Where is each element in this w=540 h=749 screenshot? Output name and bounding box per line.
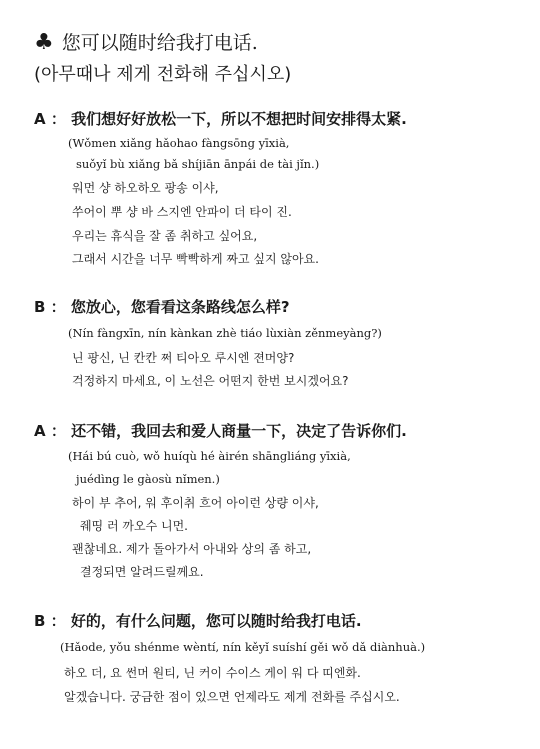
- pronunciation-line: 워먼 샹 하오하오 팡송 이샤,: [72, 181, 219, 195]
- speaker-label: B: [34, 298, 46, 316]
- pinyin-line: (Wǒmen xiǎng hǎohao fàngsōng yīxià,: [68, 136, 290, 150]
- pinyin-line: (Hái bú cuò, wǒ huíqù hé àirén shāngliáng yīxià,: [68, 449, 351, 463]
- pronunciation-line: 닌 팡신, 닌 칸칸 쩌 티아오 루시엔 젼머양?: [72, 351, 295, 365]
- chinese-sentence: 我们想好好放松一下，所以不想把时间安排得太紧.: [71, 110, 407, 128]
- speaker-label: B: [34, 612, 46, 630]
- korean-translation: 괜찮네요. 제가 돌아가서 아내와 상의 좀 하고,: [72, 542, 312, 556]
- speaker-label: A: [34, 422, 46, 440]
- pronunciation-line: 하오 더, 요 썬머 원티, 닌 커이 수이스 게이 워 다 띠엔화.: [64, 666, 361, 680]
- pronunciation-line: 쑤어이 뿌 샹 바 스지엔 안파이 더 타이 진.: [72, 205, 292, 219]
- speaker-separator: ：: [50, 298, 66, 316]
- page-title: [34, 28, 258, 55]
- speaker-separator: ：: [50, 110, 66, 128]
- club-suit-icon: ♣: [34, 30, 54, 55]
- speaker-label: A: [34, 110, 46, 128]
- title-chinese: 您可以随时给我打电话.: [61, 32, 258, 54]
- chinese-sentence: 好的，有什么问题，您可以随时给我打电话.: [70, 612, 362, 630]
- chinese-sentence: 还不错，我回去和爱人商量一下，决定了告诉你们.: [71, 422, 407, 440]
- korean-translation: 우리는 휴식을 잘 좀 취하고 싶어요,: [72, 229, 258, 243]
- korean-translation: 그래서 시간을 너무 빡빡하게 짜고 싶지 않아요.: [72, 252, 319, 266]
- title-korean: (아무때나 제게 전화해 주십시오): [34, 64, 292, 85]
- pinyin-line: (Nín fàngxīn, nín kànkan zhè tiáo lùxiàn zěnmeyàng?): [68, 326, 382, 340]
- speaker-separator: ：: [50, 612, 66, 630]
- pinyin-line: suǒyǐ bù xiǎng bǎ shíjiān ānpái de tài jǐn.): [76, 157, 320, 171]
- dialogue-line-1-chinese: [34, 108, 407, 129]
- speaker-separator: ：: [50, 422, 66, 440]
- korean-translation: 결정되면 알려드릴께요.: [80, 565, 204, 579]
- pronunciation-line: 줴띵 러 까오수 니먼.: [80, 519, 188, 533]
- chinese-sentence: 您放心，您看看这条路线怎么样?: [70, 298, 290, 316]
- korean-translation: 알겠습니다. 궁금한 점이 있으면 언제라도 제게 전화를 주십시오.: [64, 690, 400, 704]
- dialogue-line-4-chinese: [34, 610, 362, 631]
- pronunciation-line: 하이 부 추어, 워 후이취 흐어 아이런 상량 이샤,: [72, 496, 319, 510]
- pinyin-line: (Hǎode, yǒu shénme wèntí, nín kěyǐ suíshí gěi wǒ dǎ diànhuà.): [60, 640, 426, 654]
- dialogue-line-3-chinese: [34, 420, 407, 441]
- dialogue-line-2-chinese: [34, 296, 290, 317]
- pinyin-line: juédìng le gàosù nǐmen.): [76, 472, 220, 486]
- korean-translation: 걱정하지 마세요, 이 노선은 어떤지 한번 보시겠어요?: [72, 374, 349, 388]
